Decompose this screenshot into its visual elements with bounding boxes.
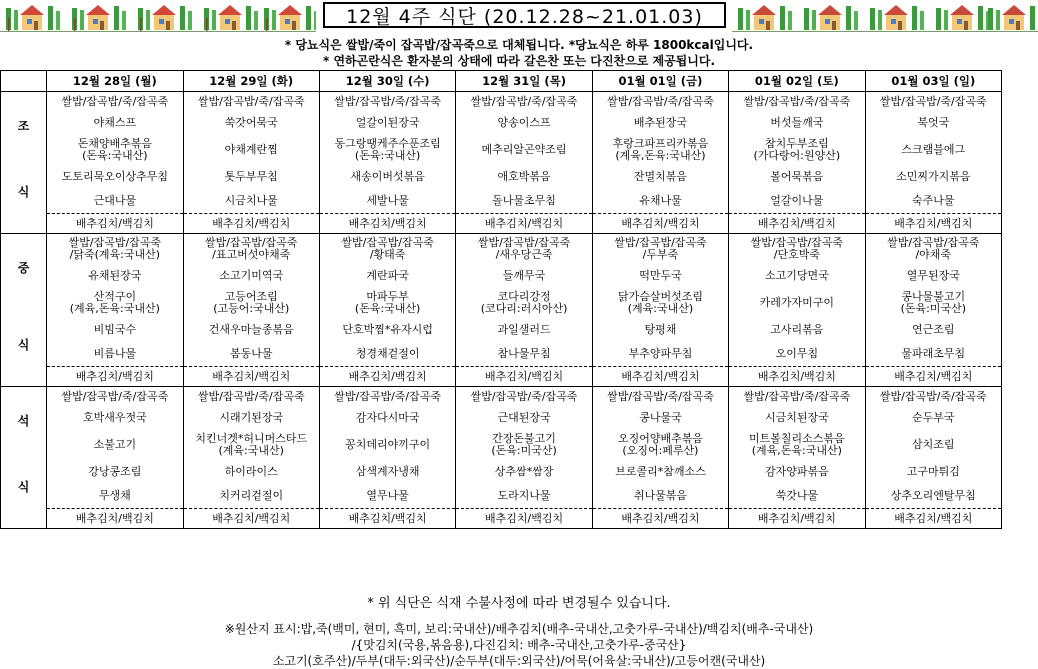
- day-menu-cell: [456, 92, 592, 234]
- menu-item: 도토리묵오이상추무침: [61, 170, 168, 183]
- menu-item: 청경채겉절이: [355, 347, 420, 360]
- menu-item: 시금치나물: [224, 194, 278, 207]
- menu-item: 후랑크파프리카볶음 (계육,돈육:국내산): [612, 137, 709, 162]
- day-menu-cell: [865, 387, 1001, 529]
- menu-item: 치커리겉절이: [219, 489, 284, 502]
- day-menu-cell: [592, 387, 728, 529]
- menu-item: 쌀밥/잡곡밥/잡곡죽 /표고버섯야채죽: [205, 236, 298, 261]
- day-menu-cell: [47, 387, 183, 529]
- day-menu-cell: [729, 387, 865, 529]
- day-header: 01월 03일 (일): [865, 71, 1001, 92]
- meal-label-top: 석: [17, 414, 30, 428]
- kimchi-item: 배추김치/백김치: [757, 369, 836, 383]
- menu-item: 연근조림: [912, 323, 955, 336]
- menu-item: 톳두부무침: [224, 170, 278, 183]
- kimchi-item: 배추김치/백김치: [348, 216, 427, 230]
- menu-item: 건새우마늘종볶음: [208, 323, 294, 336]
- menu-item: 쌀밥/잡곡밥/잡곡죽 /야채죽: [887, 236, 980, 261]
- menu-item: 유채된장국: [88, 269, 142, 282]
- day-header: 01월 02일 (토): [729, 71, 865, 92]
- menu-item: 잔멸치볶음: [633, 170, 688, 183]
- menu-item: 강낭콩조림: [88, 465, 142, 478]
- menu-item: 참치두부조림 (가다랑어:원양산): [753, 137, 841, 162]
- menu-item: 세발나물: [366, 194, 409, 207]
- kimchi-item: 배추김치/백김치: [757, 511, 836, 525]
- kimchi-item: 배추김치/백김치: [485, 369, 564, 383]
- change-notice: * 위 식단은 식재 수불사정에 따라 변경될수 있습니다.: [367, 596, 671, 611]
- day-menu-cell: [865, 234, 1001, 387]
- kimchi-item: 배추김치/백김치: [75, 216, 154, 230]
- day-menu-cell: [456, 234, 592, 387]
- menu-item: 상추쌈*쌈장: [494, 465, 554, 478]
- menu-item: 쌀밥/잡곡밥/잡곡죽 /닭죽(계육:국내산): [68, 236, 162, 261]
- day-header: 01월 01일 (금): [592, 71, 728, 92]
- menu-item: 삼색계자냉채: [355, 465, 420, 478]
- menu-item: 쌀밥/잡곡밥/죽/잡곡죽: [607, 389, 714, 403]
- menu-item: 열무된장국: [906, 269, 960, 282]
- day-menu-cell: [456, 387, 592, 529]
- menu-item: 시래기된장국: [219, 411, 284, 424]
- meal-label-top: 중: [17, 261, 30, 275]
- menu-item: 야채계란찜: [224, 143, 278, 156]
- menu-item: 쌀밥/잡곡밥/죽/잡곡죽: [61, 94, 169, 108]
- menu-item: 상추오리엔탈무침: [890, 489, 976, 502]
- kimchi-item: 배추김치/백김치: [894, 369, 973, 383]
- kimchi-item: 배추김치/백김치: [894, 511, 973, 525]
- menu-item: 들깨무국: [502, 269, 546, 282]
- menu-item: 쌀밥/잡곡밥/잡곡죽 /단호박죽: [750, 236, 844, 261]
- kimchi-item: 배추김치/백김치: [621, 369, 700, 383]
- menu-item: 탕평채: [644, 323, 677, 336]
- menu-item: 브로콜리*참깨소스: [615, 465, 706, 478]
- menu-item: 소고기당면국: [764, 269, 829, 282]
- menu-item: 호박새우젓국: [82, 411, 147, 424]
- menu-item: 참나물무침: [497, 347, 551, 360]
- menu-item: 간장돈불고기 (돈육:미국산): [491, 432, 557, 457]
- menu-item: 숙주나물: [912, 194, 955, 207]
- diabetic-notice: * 당뇨식은 쌀밥/죽이 잡곡밥/잡곡죽으로 대체됩니다. *당뇨식은 하루 1800kcal입니다.: [284, 38, 754, 52]
- tree-house-decoration-right: [732, 2, 1038, 32]
- menu-item: 시금치된장국: [764, 411, 829, 424]
- menu-item: 고등어조림 (고등어:국내산): [213, 290, 290, 315]
- menu-item: 고구마튀김: [906, 465, 960, 478]
- dinner-label: [1, 387, 47, 529]
- kimchi-item: 배추김치/백김치: [212, 511, 291, 525]
- menu-item: 취나물볶음: [633, 489, 688, 502]
- day-menu-cell: [319, 92, 455, 234]
- breakfast-label: [1, 92, 47, 234]
- lunch-row: [1, 234, 1002, 387]
- day-menu-cell: [183, 92, 319, 234]
- dysphagia-notice: * 연하곤란식은 환자분의 상태에 따라 갈은찬 또는 다진찬으로 제공됩니다.: [322, 54, 716, 68]
- meal-label-bottom: 식: [17, 185, 30, 199]
- kimchi-item: 배추김치/백김치: [212, 216, 291, 230]
- menu-item: 비름나물: [93, 347, 137, 360]
- kimchi-item: 배추김치/백김치: [485, 216, 564, 230]
- menu-item: 쌀밥/잡곡밥/죽/잡곡죽: [743, 389, 851, 403]
- breakfast-row: [1, 92, 1002, 234]
- menu-item: 오징어양배추볶음 (오징어:페루산): [617, 432, 703, 457]
- day-menu-cell: [47, 234, 183, 387]
- menu-item: 애호박볶음: [497, 170, 551, 183]
- menu-item: 쌀밥/잡곡밥/죽/잡곡죽: [61, 389, 169, 403]
- menu-item: 콩나물불고기 (돈육:미국산): [900, 290, 966, 315]
- menu-item: 감자양파볶음: [764, 465, 829, 478]
- kimchi-item: 배추김치/백김치: [894, 216, 973, 230]
- tree-house-decoration-left: [0, 2, 316, 32]
- menu-item: 쌀밥/잡곡밥/죽/잡곡죽: [197, 389, 305, 403]
- menu-item: 미트볼칠리소스볶음 (계육,돈육:국내산): [749, 432, 845, 457]
- menu-item: 열무나물: [366, 489, 409, 502]
- menu-item: 쌀밥/잡곡밥/잡곡죽 /새우당근죽: [477, 236, 571, 261]
- menu-item: 산적구이 (계육,돈육:국내산): [69, 290, 160, 315]
- day-header-row: [1, 71, 1002, 92]
- menu-item: 부추양파무침: [628, 347, 693, 360]
- kimchi-item: 배추김치/백김치: [212, 369, 291, 383]
- menu-item: 계란파국: [366, 269, 409, 282]
- menu-item: 무생채: [98, 489, 131, 502]
- day-menu-cell: [319, 387, 455, 529]
- day-menu-cell: [865, 92, 1001, 234]
- menu-item: 오이무침: [775, 347, 819, 360]
- meal-label-top: 조: [17, 119, 30, 133]
- day-menu-cell: [183, 387, 319, 529]
- menu-item: 북엇국: [917, 116, 950, 129]
- menu-item: 양송이스프: [497, 116, 551, 129]
- kimchi-item: 배추김치/백김치: [348, 369, 427, 383]
- corner-cell: [1, 71, 47, 92]
- menu-item: 소고기미역국: [219, 269, 284, 282]
- kimchi-item: 배추김치/백김치: [75, 511, 154, 525]
- menu-item: 동그랑땡케주수푼조림 (돈육:국내산): [334, 137, 441, 162]
- day-header: 12월 28일 (월): [47, 71, 183, 92]
- origin-line-2: /{맛김치(국용,볶음용),다진김치: 배추-국내산,고춧가루-중국산}: [351, 638, 687, 652]
- menu-item: 근대나물: [93, 194, 137, 207]
- day-menu-cell: [47, 92, 183, 234]
- menu-item: 메추리알곤약조림: [481, 143, 567, 156]
- menu-item: 삼치조림: [912, 438, 955, 451]
- menu-item: 쌀밥/잡곡밥/죽/잡곡죽: [470, 94, 578, 108]
- menu-item: 쌀밥/잡곡밥/죽/잡곡죽: [197, 94, 305, 108]
- day-menu-cell: [319, 234, 455, 387]
- menu-item: 마파두부 (돈육:국내산): [354, 290, 421, 315]
- menu-item: 야채스프: [93, 116, 137, 129]
- menu-item: 쌀밥/잡곡밥/죽/잡곡죽: [879, 94, 987, 108]
- menu-item: 쌀밥/잡곡밥/죽/잡곡죽: [334, 389, 442, 403]
- menu-item: 감자다시마국: [355, 411, 420, 424]
- origin-line-3: 소고기(호주산)/두부(대두:외국산)/순두부(대두:외국산)/어묵(어육살:국내산)/고등어캔(국내산): [272, 654, 766, 668]
- dinner-row: [1, 387, 1002, 529]
- kimchi-item: 배추김치/백김치: [75, 369, 154, 383]
- kimchi-item: 배추김치/백김치: [757, 216, 836, 230]
- menu-item: 과일샐러드: [497, 323, 551, 336]
- menu-item: 소민찌가지볶음: [896, 170, 971, 183]
- day-menu-cell: [729, 92, 865, 234]
- menu-item: 볼어묵볶음: [770, 170, 824, 183]
- menu-item: 배추된장국: [633, 116, 688, 129]
- kimchi-item: 배추김치/백김치: [621, 216, 700, 230]
- menu-item: 스크램블에그: [901, 143, 966, 156]
- menu-item: 버섯들깨국: [770, 116, 824, 129]
- menu-item: 고사리볶음: [770, 323, 824, 336]
- menu-item: 봄동나물: [229, 347, 273, 360]
- menu-item: 순두부국: [912, 411, 955, 424]
- meal-label-bottom: 식: [17, 338, 30, 352]
- menu-item: 쌀밥/잡곡밥/죽/잡곡죽: [743, 94, 851, 108]
- menu-item: 쌀밥/잡곡밥/죽/잡곡죽: [334, 94, 442, 108]
- menu-item: 콩나물국: [639, 411, 682, 424]
- lunch-label: [1, 234, 47, 387]
- menu-item: 단호박찜*유자시럽: [342, 323, 433, 336]
- weekly-menu-table: [0, 70, 1002, 529]
- menu-item: 쌀밥/잡곡밥/죽/잡곡죽: [879, 389, 987, 403]
- menu-item: 근대된장국: [497, 411, 551, 424]
- day-menu-cell: [183, 234, 319, 387]
- kimchi-item: 배추김치/백김치: [485, 511, 564, 525]
- menu-item: 소불고기: [93, 438, 137, 451]
- menu-item: 비빔국수: [93, 323, 137, 336]
- menu-item: 새송이버섯볶음: [350, 170, 425, 183]
- menu-item: 유채나물: [639, 194, 682, 207]
- menu-item: 얼갈이된장국: [355, 116, 420, 129]
- day-menu-cell: [592, 234, 728, 387]
- day-menu-cell: [592, 92, 728, 234]
- day-header: 12월 29일 (화): [183, 71, 319, 92]
- menu-item: 닭가슴살버섯조림 (계육:국내산): [617, 290, 703, 315]
- menu-item: 쌀밥/잡곡밥/잡곡죽 /황태죽: [341, 236, 434, 261]
- menu-item: 하이라이스: [224, 465, 278, 478]
- page-title: 12월 4주 식단 (20.12.28~21.01.03): [323, 2, 726, 28]
- menu-item: 카레가자미구이: [759, 296, 835, 309]
- kimchi-item: 배추김치/백김치: [348, 511, 427, 525]
- origin-line-1: ※원산지 표시:밥,죽(백미, 현미, 흑미, 보리:국내산)/배추김치(배추-국내산,고춧가루-국내산)/백김치(배추-국내산): [224, 622, 814, 636]
- day-header: 12월 30일 (수): [319, 71, 455, 92]
- meal-label-bottom: 식: [17, 480, 30, 494]
- day-header: 12월 31일 (목): [456, 71, 592, 92]
- menu-item: 꽁치데리야끼구이: [345, 438, 431, 451]
- menu-item: 얼갈이나물: [770, 194, 824, 207]
- menu-item: 돌나물초무침: [492, 194, 556, 207]
- menu-item: 도라지나물: [497, 489, 551, 502]
- menu-item: 떡만두국: [639, 269, 682, 282]
- menu-item: 쑥갓어묵국: [224, 116, 278, 129]
- menu-item: 쌀밥/잡곡밥/죽/잡곡죽: [470, 389, 578, 403]
- menu-item: 쌀밥/잡곡밥/죽/잡곡죽: [607, 94, 714, 108]
- menu-item: 돈채양배추볶음 (돈육:국내산): [77, 137, 153, 162]
- menu-item: 쌀밥/잡곡밥/잡곡죽 /두부죽: [614, 236, 707, 261]
- menu-item: 물파래초무침: [901, 347, 966, 360]
- menu-item: 코다리강정 (코다리:러시아산): [480, 290, 568, 315]
- menu-item: 쑥갓나물: [775, 489, 819, 502]
- day-menu-cell: [729, 234, 865, 387]
- kimchi-item: 배추김치/백김치: [621, 511, 700, 525]
- menu-item: 치킨너겟*허니머스타드 (계육:국내산): [195, 432, 308, 457]
